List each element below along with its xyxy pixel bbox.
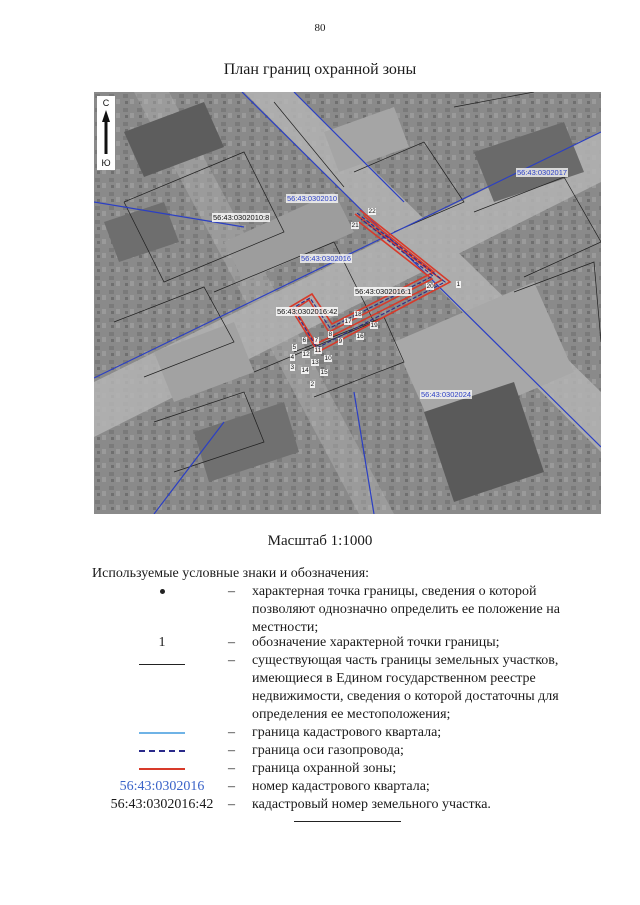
legend-dash: –: [228, 635, 235, 650]
legend-symbol-parcel-number: 56:43:0302016:42: [110, 797, 214, 812]
zone-line-icon: [139, 768, 185, 770]
legend-text: граница охранной зоны;: [252, 761, 397, 776]
parcel-line-icon: [139, 664, 185, 665]
boundary-point-label: 16: [356, 333, 364, 340]
boundary-point-label: 17: [344, 318, 352, 325]
boundary-point-label: 8: [328, 331, 333, 338]
parcel-label: 56:43:0302016:1: [355, 287, 412, 296]
boundary-point-label: 15: [320, 369, 328, 376]
legend-symbol-point: [92, 583, 232, 601]
boundary-point-label: 2: [310, 381, 315, 388]
quarter-label: 56:43:0302017: [517, 168, 568, 177]
legend-text: граница оси газопровода;: [252, 743, 404, 758]
legend-text: кадастровый номер земельного участка.: [252, 797, 491, 812]
map-canvas: [94, 92, 601, 514]
legend-symbol-zone: [92, 760, 232, 778]
boundary-point-label: 18: [354, 311, 362, 318]
legend-dash: –: [228, 797, 235, 812]
legend-text: номер кадастрового квартала;: [252, 779, 430, 794]
boundary-point-label: 19: [370, 322, 378, 329]
quarter-label: 56:43:0302024: [421, 390, 472, 399]
legend-dash: –: [228, 653, 235, 668]
boundary-point-label: 21: [351, 222, 359, 229]
boundary-point-label: 10: [324, 355, 332, 362]
boundary-point-label: 6: [302, 337, 307, 344]
boundary-point-label: 13: [311, 359, 319, 366]
parcel-label: 56:43:0302016:42: [277, 307, 338, 316]
page-number: 80: [314, 22, 326, 34]
quarter-label: 56:43:0302010: [287, 194, 338, 203]
legend-dash: –: [228, 779, 235, 794]
north-arrow: [97, 96, 115, 170]
legend-text: существующая часть границы земельных участков, имеющиеся в Едином государственном реестре недвижимости, сведения о которой достаточны для определения ее местоположения;: [252, 653, 559, 722]
legend-text: обозначение характерной точки границы;: [252, 635, 500, 650]
boundary-point-label: 12: [302, 351, 310, 358]
legend-symbol-number: 1: [158, 635, 166, 650]
boundary-point-label: 5: [292, 344, 297, 351]
boundary-point-label: 9: [338, 338, 343, 345]
north-label: С: [102, 98, 110, 108]
quarter-label: 56:43:0302016: [301, 254, 352, 263]
scale-caption: Масштаб 1:1000: [267, 533, 373, 549]
legend-symbol-parcel-line: [92, 656, 232, 674]
legend-dash: –: [228, 743, 235, 758]
cadastral-map: [94, 92, 601, 514]
bottom-rule: [294, 821, 401, 822]
legend-dash: –: [228, 761, 235, 776]
boundary-point-label: 22: [368, 208, 376, 215]
boundary-point-label: 4: [290, 354, 295, 361]
boundary-point-label: 14: [301, 367, 309, 374]
boundary-point-label: 3: [290, 364, 295, 371]
legend-symbol-gas-axis: [92, 742, 232, 760]
legend-dash: –: [228, 725, 235, 740]
legend-dash: –: [228, 584, 235, 599]
boundary-point-label: 20: [426, 283, 434, 290]
legend-symbol-quarter-number: 56:43:0302016: [119, 779, 205, 794]
gas-axis-line-icon: [139, 750, 185, 752]
legend-text: характерная точка границы, сведения о которой позволяют однозначно определить ее положение на местности;: [252, 584, 560, 635]
legend-text: граница кадастрового квартала;: [252, 725, 442, 740]
point-marker-icon: [160, 589, 165, 594]
parcel-label: 56:43:0302010:8: [213, 213, 270, 222]
boundary-point-label: 1: [456, 281, 461, 288]
quarter-line-icon: [139, 732, 185, 734]
south-label: Ю: [101, 158, 111, 168]
document-title: План границ охранной зоны: [223, 61, 417, 78]
boundary-point-label: 11: [314, 347, 322, 354]
legend-symbol-quarter-line: [92, 724, 232, 742]
boundary-point-label: 7: [314, 337, 319, 344]
legend-title: Используемые условные знаки и обозначения:: [92, 566, 370, 581]
